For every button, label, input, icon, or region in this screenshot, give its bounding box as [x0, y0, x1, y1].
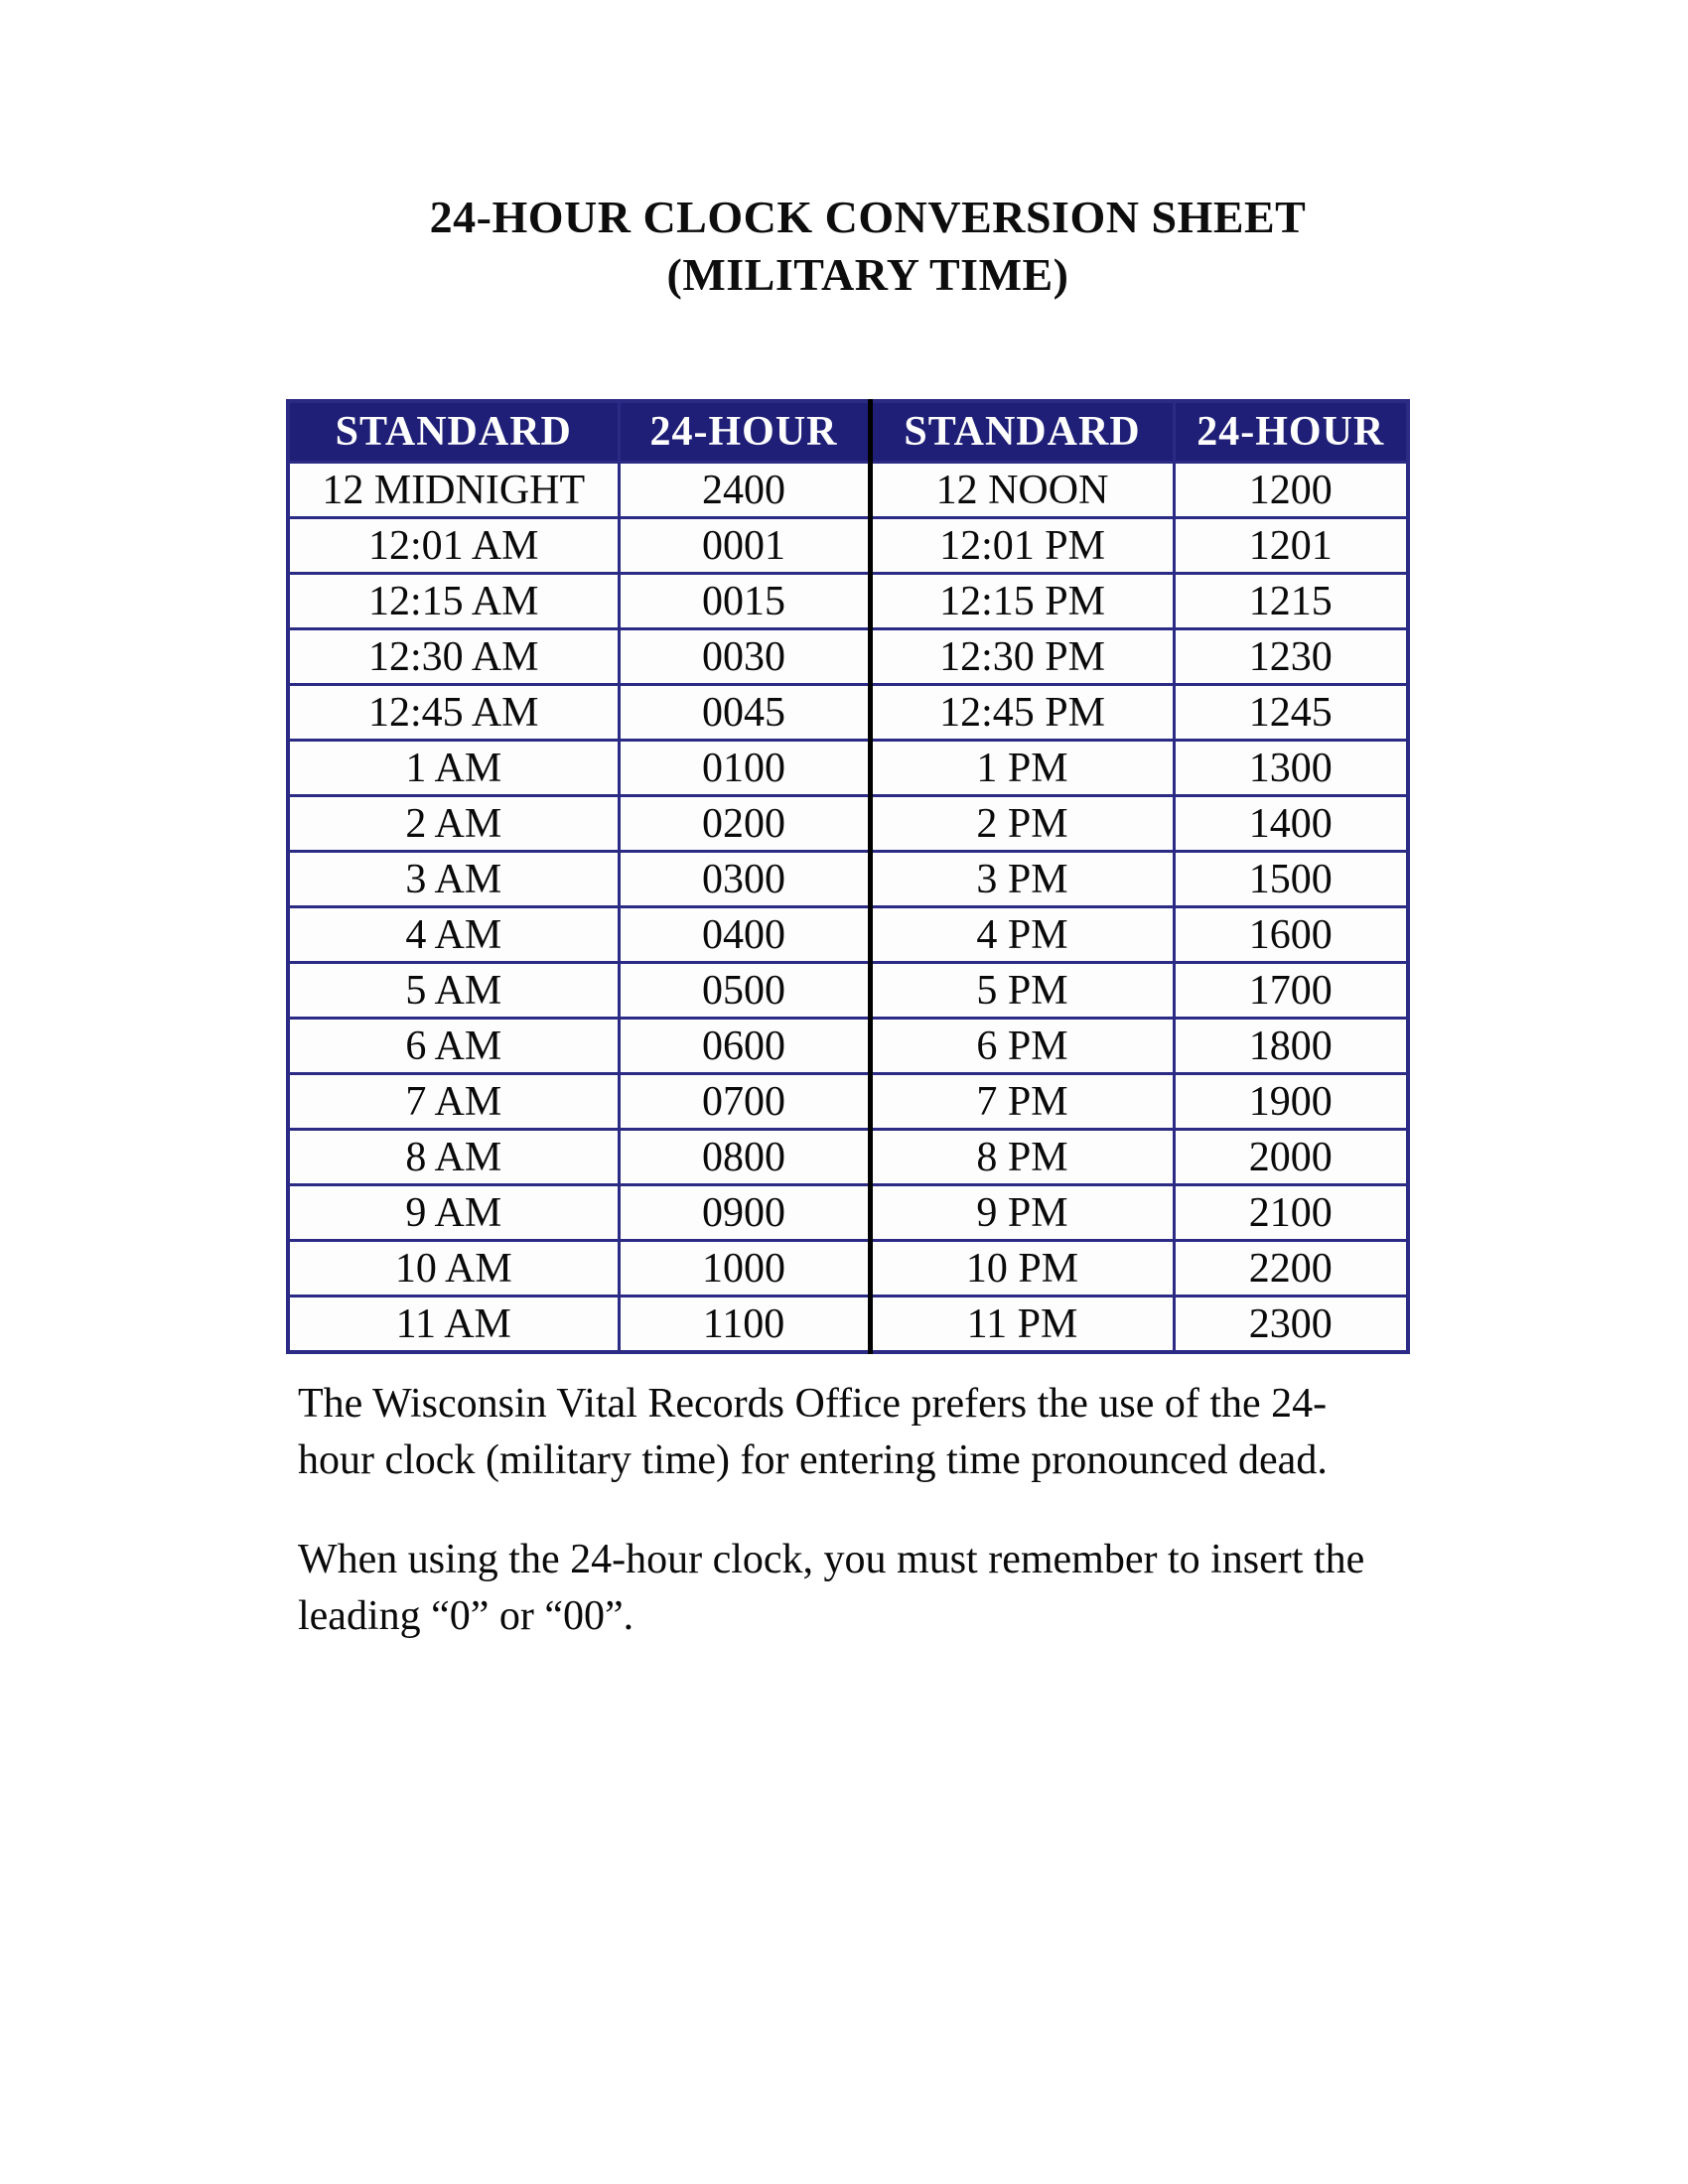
- note-wisconsin-preference: [298, 1376, 1499, 1489]
- note-leading-zero: [298, 1532, 1499, 1645]
- note-line: leading “0” or “00”.: [298, 1593, 634, 1639]
- 24hour-pm-cell: 1700: [1174, 963, 1408, 1019]
- 24hour-pm-cell: 1215: [1174, 574, 1408, 629]
- standard-pm-cell: 12:45 PM: [870, 685, 1174, 741]
- 24hour-am-cell: 1000: [619, 1241, 870, 1297]
- 24hour-am-cell: 2400: [619, 463, 870, 518]
- table-row: [288, 1130, 1408, 1185]
- 24hour-pm-cell: 1200: [1174, 463, 1408, 518]
- 24hour-pm-cell: 2100: [1174, 1185, 1408, 1241]
- 24hour-pm-cell: 1900: [1174, 1074, 1408, 1130]
- 24hour-pm-cell: 2300: [1174, 1297, 1408, 1353]
- header-24hour-pm: 24-HOUR: [1174, 401, 1408, 463]
- table-row: [288, 1074, 1408, 1130]
- standard-am-cell: 2 AM: [288, 796, 619, 852]
- 24hour-am-cell: 0800: [619, 1130, 870, 1185]
- table-row: [288, 907, 1408, 963]
- standard-pm-cell: 6 PM: [870, 1019, 1174, 1074]
- standard-pm-cell: 12:01 PM: [870, 518, 1174, 574]
- 24hour-pm-cell: 1300: [1174, 741, 1408, 796]
- standard-am-cell: 12:01 AM: [288, 518, 619, 574]
- conversion-table-header: [288, 401, 1408, 463]
- header-standard-am: STANDARD: [288, 401, 619, 463]
- standard-am-cell: 1 AM: [288, 741, 619, 796]
- standard-pm-cell: 12 NOON: [870, 463, 1174, 518]
- table-row: [288, 1241, 1408, 1297]
- 24hour-am-cell: 0700: [619, 1074, 870, 1130]
- standard-pm-cell: 1 PM: [870, 741, 1174, 796]
- table-row: [288, 741, 1408, 796]
- standard-am-cell: 12:45 AM: [288, 685, 619, 741]
- standard-pm-cell: 12:30 PM: [870, 629, 1174, 685]
- table-row: [288, 574, 1408, 629]
- standard-am-cell: 12 MIDNIGHT: [288, 463, 619, 518]
- standard-pm-cell: 11 PM: [870, 1297, 1174, 1353]
- table-row: [288, 1185, 1408, 1241]
- standard-pm-cell: 8 PM: [870, 1130, 1174, 1185]
- table-row: [288, 852, 1408, 907]
- 24hour-am-cell: 0100: [619, 741, 870, 796]
- 24hour-pm-cell: 1600: [1174, 907, 1408, 963]
- table-row: [288, 685, 1408, 741]
- table-row: [288, 796, 1408, 852]
- standard-pm-cell: 2 PM: [870, 796, 1174, 852]
- 24hour-am-cell: 0045: [619, 685, 870, 741]
- 24hour-am-cell: 0400: [619, 907, 870, 963]
- 24hour-pm-cell: 1245: [1174, 685, 1408, 741]
- table-row: [288, 629, 1408, 685]
- 24hour-pm-cell: 2000: [1174, 1130, 1408, 1185]
- standard-am-cell: 6 AM: [288, 1019, 619, 1074]
- note-line: The Wisconsin Vital Records Office prefers the use of the 24-: [298, 1381, 1328, 1427]
- header-row: [288, 401, 1408, 463]
- header-standard-pm: STANDARD: [870, 401, 1174, 463]
- 24hour-pm-cell: 1400: [1174, 796, 1408, 852]
- 24hour-am-cell: 0600: [619, 1019, 870, 1074]
- standard-pm-cell: 3 PM: [870, 852, 1174, 907]
- conversion-table-body: [288, 463, 1408, 1353]
- 24hour-am-cell: 0015: [619, 574, 870, 629]
- standard-am-cell: 12:15 AM: [288, 574, 619, 629]
- 24hour-am-cell: 0500: [619, 963, 870, 1019]
- 24hour-pm-cell: 1800: [1174, 1019, 1408, 1074]
- 24hour-am-cell: 1100: [619, 1297, 870, 1353]
- 24hour-am-cell: 0030: [619, 629, 870, 685]
- standard-am-cell: 3 AM: [288, 852, 619, 907]
- note-line: When using the 24-hour clock, you must remember to insert the: [298, 1537, 1365, 1582]
- standard-am-cell: 10 AM: [288, 1241, 619, 1297]
- standard-pm-cell: 12:15 PM: [870, 574, 1174, 629]
- standard-pm-cell: 4 PM: [870, 907, 1174, 963]
- table-row: [288, 963, 1408, 1019]
- table-row: [288, 518, 1408, 574]
- table-row: [288, 1297, 1408, 1353]
- 24hour-pm-cell: 1230: [1174, 629, 1408, 685]
- standard-am-cell: 8 AM: [288, 1130, 619, 1185]
- 24hour-pm-cell: 1500: [1174, 852, 1408, 907]
- 24hour-am-cell: 0001: [619, 518, 870, 574]
- standard-am-cell: 4 AM: [288, 907, 619, 963]
- document-title: [286, 189, 1450, 304]
- standard-pm-cell: 10 PM: [870, 1241, 1174, 1297]
- standard-am-cell: 11 AM: [288, 1297, 619, 1353]
- table-row: [288, 463, 1408, 518]
- 24hour-am-cell: 0300: [619, 852, 870, 907]
- title-line-1: 24-HOUR CLOCK CONVERSION SHEET: [429, 192, 1307, 242]
- conversion-table: [286, 399, 1410, 1354]
- 24hour-am-cell: 0200: [619, 796, 870, 852]
- title-line-2: (MILITARY TIME): [666, 249, 1069, 300]
- table-row: [288, 1019, 1408, 1074]
- 24hour-pm-cell: 1201: [1174, 518, 1408, 574]
- standard-pm-cell: 5 PM: [870, 963, 1174, 1019]
- standard-am-cell: 5 AM: [288, 963, 619, 1019]
- standard-pm-cell: 9 PM: [870, 1185, 1174, 1241]
- standard-am-cell: 9 AM: [288, 1185, 619, 1241]
- 24hour-am-cell: 0900: [619, 1185, 870, 1241]
- standard-pm-cell: 7 PM: [870, 1074, 1174, 1130]
- header-24hour-am: 24-HOUR: [619, 401, 870, 463]
- note-line: hour clock (military time) for entering time pronounced dead.: [298, 1437, 1328, 1483]
- standard-am-cell: 7 AM: [288, 1074, 619, 1130]
- standard-am-cell: 12:30 AM: [288, 629, 619, 685]
- 24hour-pm-cell: 2200: [1174, 1241, 1408, 1297]
